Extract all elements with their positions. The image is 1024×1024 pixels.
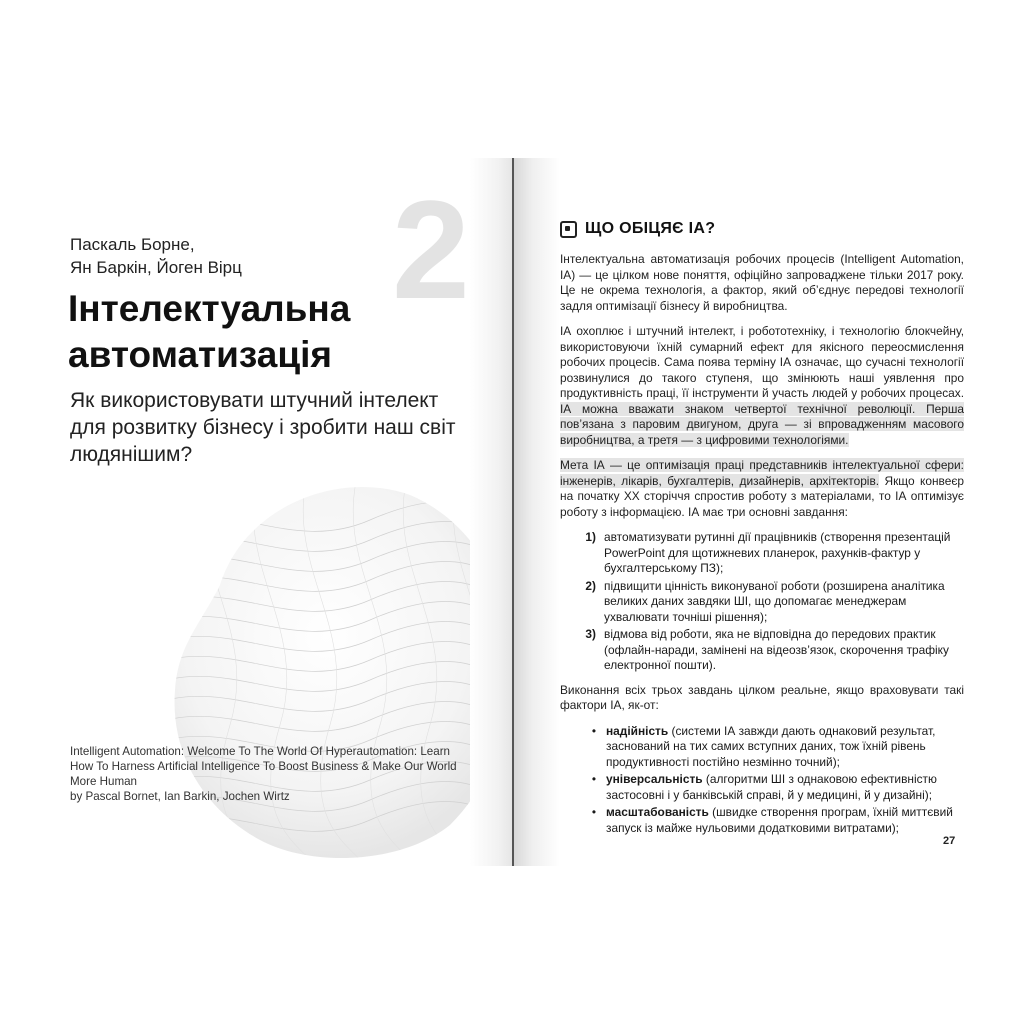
list-item — [560, 579, 964, 626]
factor-text: (швидке створення програм, їхній миттєвий запуск із майже нульовими додатковими витратами); — [606, 805, 953, 835]
factor-term: надійність — [606, 723, 669, 738]
subtitle-line: Як використовувати штучний інтелект — [70, 389, 439, 412]
list-item — [560, 724, 964, 771]
section-title: ЩО ОБІЦЯЄ ІА? — [585, 220, 716, 237]
list-number: 1) — [585, 530, 596, 544]
paragraph-text: ІА охоплює і штучний інтелект, і робототехніку, і технологію блокчейну, використовуючи їхній сумарний ефект для якісного переосмислення робочих процесів. Сама поява терміну ІА означає, що сучасні технології розвинулися до такого ступеня, що змінюють наші уявлення про продуктивність праці, її інструменти й участь людей у робочих процесах. — [560, 324, 964, 400]
right-page — [560, 220, 964, 838]
factor-term: універсальність — [606, 772, 703, 786]
author-line: Ян Баркін, Йоген Вірц — [70, 258, 242, 277]
paragraph — [560, 458, 964, 520]
factor-text: (алгоритми ШІ з однаковою ефективністю застосовні і у банківській справі, й у медицині, й у дизайні); — [606, 772, 937, 802]
paragraph: Виконання всіх трьох завдань цілком реальне, якщо враховувати такі фактори ІА, як-от: — [560, 682, 964, 712]
paragraph: Інтелектуальна автоматизація робочих процесів (Intelligent Automation, ІА) — це цілком нове поняття, офіційно запроваджене тільки 2017 року. Це не окрема технологія, а фактор, який об’єднує передові технології задля оптимізації бізнесу й виробництва. — [560, 252, 964, 313]
page-gutter-shadow-right — [514, 158, 560, 866]
book-title — [68, 286, 350, 378]
original-authors: by Pascal Bornet, Ian Barkin, Jochen Wirtz — [70, 790, 290, 803]
subtitle-line: для розвитку бізнесу і зробити наш світ — [70, 416, 456, 439]
list-number: 3) — [585, 627, 596, 641]
list-item-text: автоматизувати рутинні дії працівників (створення презентацій PowerPoint для щотижневих планерок, рахунків-фактур у бухгалтерському ПЗ); — [604, 530, 951, 575]
subtitle-line: людянішим? — [70, 443, 193, 466]
paragraph-text: Якщо конвеєр на початку XX сторіччя спростив роботу з матеріалами, то ІА оптимізує роботу з інформацією. ІА має три основні завдання: — [560, 473, 964, 519]
chapter-number: 2 — [392, 171, 470, 328]
factors-list — [560, 724, 964, 837]
original-title-block — [70, 744, 465, 804]
tasks-list — [560, 530, 964, 674]
list-item — [560, 805, 964, 836]
list-item-content — [606, 724, 964, 771]
authors — [70, 233, 242, 279]
paragraph — [560, 324, 964, 448]
list-item — [560, 772, 964, 803]
list-item-content — [606, 772, 964, 803]
section-heading — [560, 220, 964, 238]
list-number: 2) — [585, 578, 596, 593]
original-title-line: More Human — [70, 775, 138, 788]
list-item — [560, 627, 964, 674]
chip-icon — [560, 221, 577, 238]
bullet: • — [591, 723, 596, 738]
list-item-text: підвищити цінність виконуваної роботи (розширена аналітика великих даних завдяки ШІ, що допомагає менеджерам ухвалювати точніші рішення); — [604, 578, 945, 624]
list-item-content — [606, 805, 964, 836]
original-title-line: Intelligent Automation: Welcome To The World Of Hyperautomation: Learn — [70, 745, 451, 758]
author-line: Паскаль Борне, — [70, 235, 195, 254]
book-subtitle — [70, 387, 470, 468]
bullet: • — [591, 772, 596, 786]
page-number: 27 — [943, 835, 956, 847]
factor-text: (системи ІА завжди дають однаковий результат, заснований на тих самих вступних даних, тож їхній рівень продуктивності постійно незмінно точний); — [606, 723, 936, 769]
page-fold — [512, 158, 514, 866]
original-title-line: How To Harness Artificial Intelligence To Boost Business & Make Our World — [70, 760, 457, 773]
bullet: • — [591, 805, 596, 819]
highlighted-text: Мета ІА — це оптимізація праці представників інтелектуальної сфери: інженерів, лікарів, бухгалтерів, дизайнерів, архітекторів. — [560, 458, 964, 488]
highlighted-text: ІА можна вважати знаком четвертої технічної революції. Перша пов’язана з паровим двигуном, друга — зі впровадженням масового виробництва, а третя — з цифровими технологіями. — [560, 401, 964, 447]
list-item-text: відмова від роботи, яка не відповідна до передових практик (офлайн-наради, замінені на відеозв’язок, скорочення трафіку електронної пошти). — [604, 627, 949, 672]
title-line: автоматизація — [68, 334, 333, 375]
wave-sphere-illustration — [150, 465, 520, 870]
title-line: Інтелектуальна — [68, 288, 351, 329]
list-item — [560, 530, 964, 577]
factor-term: масштабованість — [606, 805, 709, 819]
